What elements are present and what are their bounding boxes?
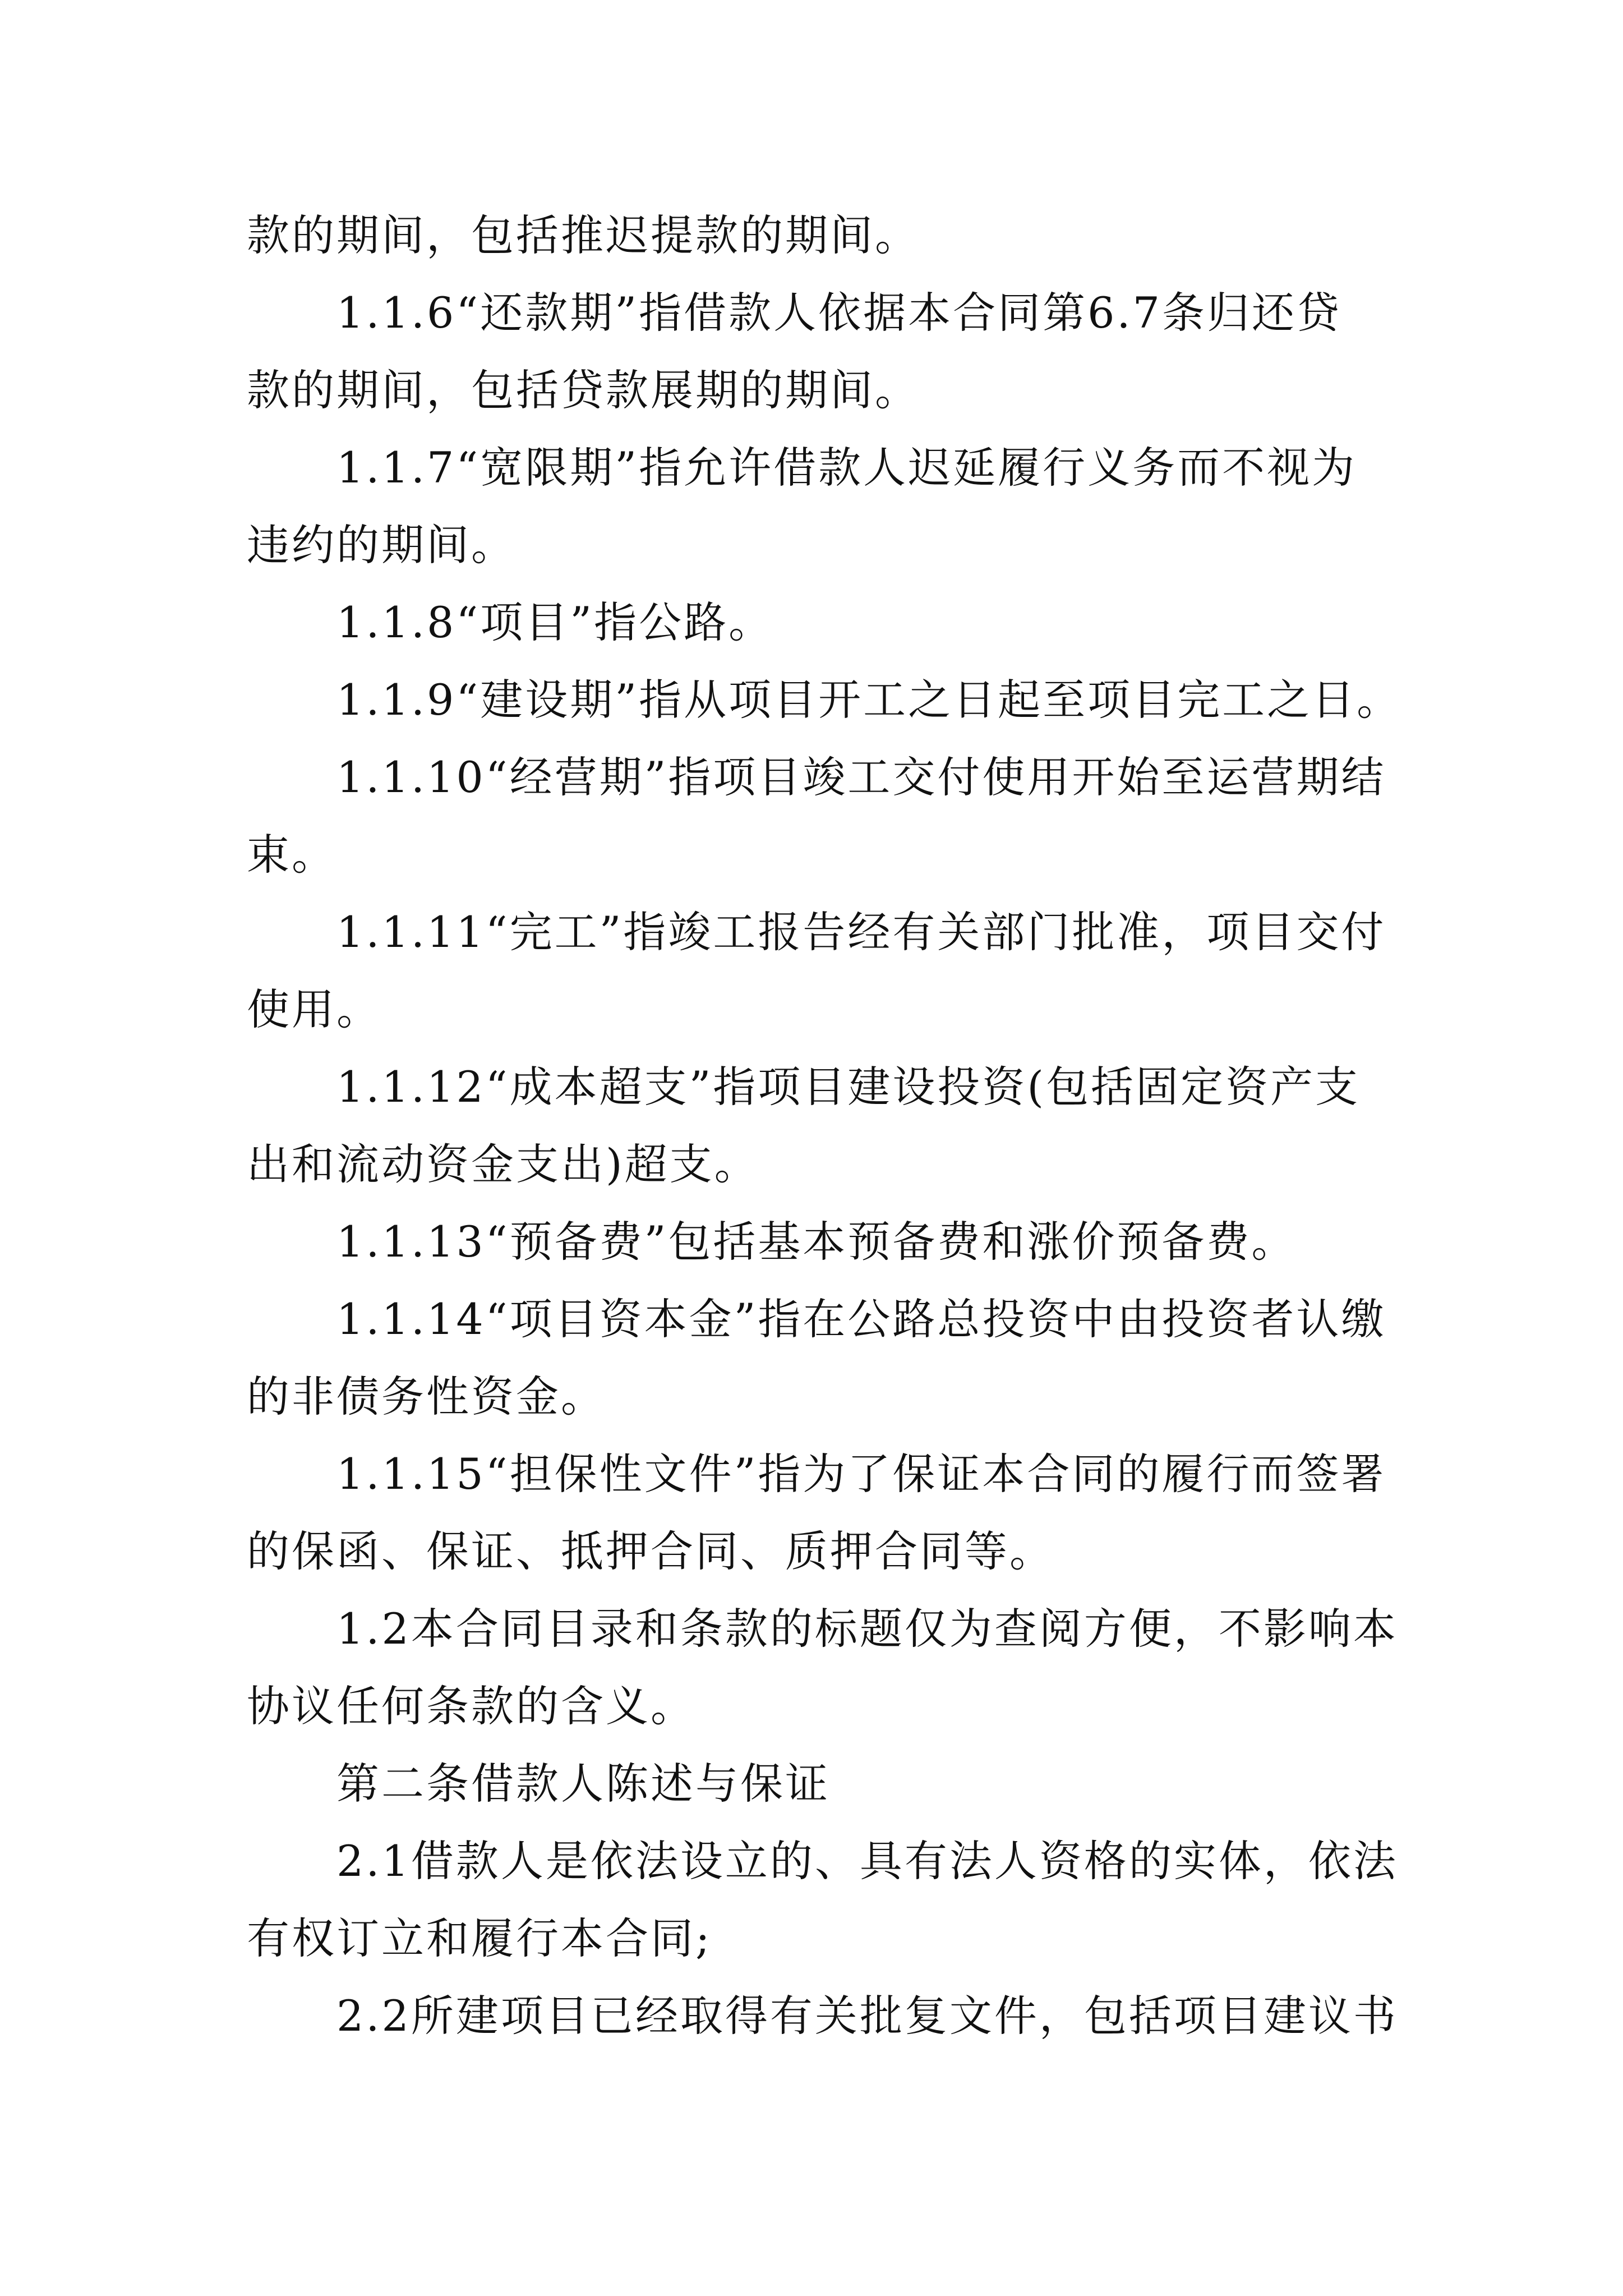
text-line: 1.1.14“项目资本金”指在公路总投资中由投资者认缴 xyxy=(336,1294,1386,1344)
text-line: 违约的期间。 xyxy=(247,520,516,570)
text-line: 使用。 xyxy=(247,984,381,1034)
text-line: 1.1.13“预备费”包括基本预备费和涨价预备费。 xyxy=(336,1217,1297,1267)
text-line: 2.2所建项目已经取得有关批复文件，包括项目建议书 xyxy=(336,1991,1398,2041)
text-line: 有权订立和履行本合同; xyxy=(247,1913,712,1963)
text-line: 2.1借款人是依法设立的、具有法人资格的实体，依法 xyxy=(336,1836,1398,1886)
text-line: 1.1.11“完工”指竣工报告经有关部门批准，项目交付 xyxy=(336,907,1386,957)
text-line: 1.1.12“成本超支”指项目建设投资(包括固定资产支 xyxy=(336,1062,1361,1112)
text-line: 1.1.15“担保性文件”指为了保证本合同的履行而签署 xyxy=(336,1449,1386,1499)
text-line: 1.2本合同目录和条款的标题仅为查阅方便，不影响本 xyxy=(336,1604,1398,1654)
text-line: 协议任何条款的含义。 xyxy=(247,1681,695,1731)
text-line: 束。 xyxy=(247,830,336,880)
text-line: 1.1.7“宽限期”指允许借款人迟延履行义务而不视为 xyxy=(336,443,1357,493)
section-heading: 第二条借款人陈述与保证 xyxy=(336,1759,830,1809)
text-line: 款的期间，包括贷款展期的期间。 xyxy=(247,365,920,415)
text-line: 1.1.8“项目”指公路。 xyxy=(336,597,774,647)
text-line: 的保函、保证、抵押合同、质押合同等。 xyxy=(247,1526,1054,1576)
text-line: 1.1.10“经营期”指项目竣工交付使用开始至运营期结 xyxy=(336,752,1386,802)
text-line: 出和流动资金支出)超支。 xyxy=(247,1139,759,1189)
text-line: 1.1.9“建设期”指从项目开工之日起至项目完工之日。 xyxy=(336,675,1402,725)
text-line: 的非债务性资金。 xyxy=(247,1372,606,1421)
text-line: 款的期间，包括推迟提款的期间。 xyxy=(247,210,920,260)
text-line: 1.1.6“还款期”指借款人依据本合同第6.7条归还贷 xyxy=(336,288,1341,338)
